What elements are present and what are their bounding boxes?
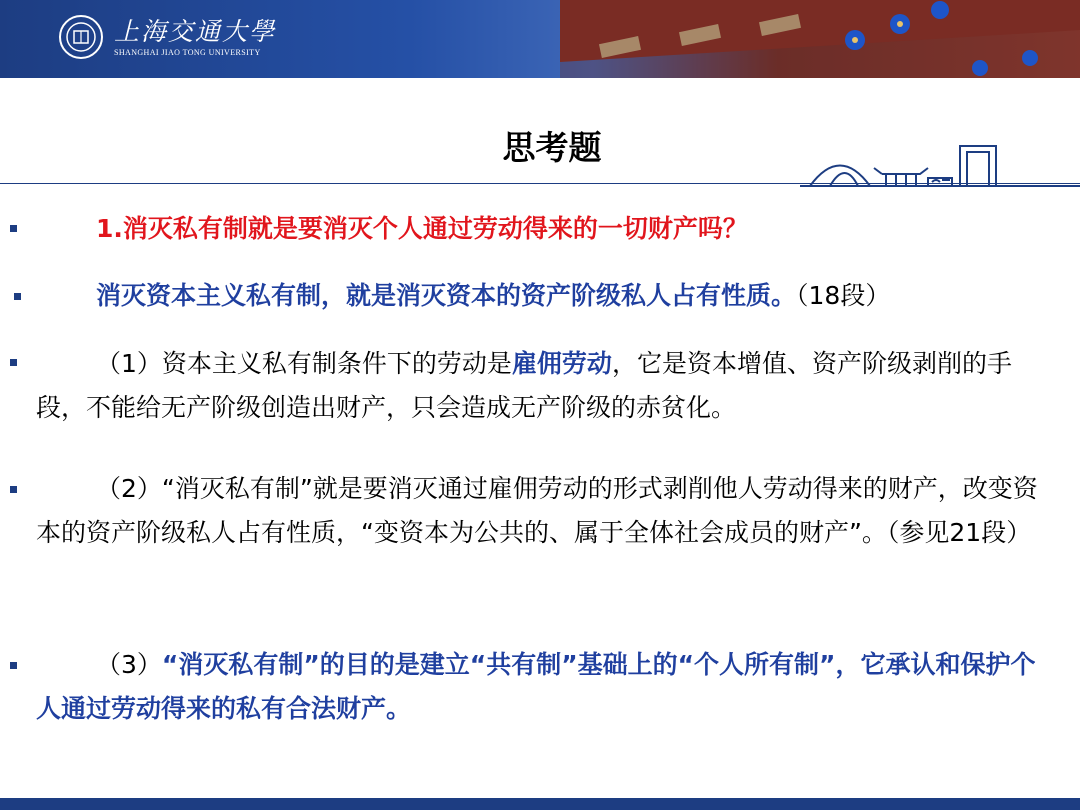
logo-english-name: SHANGHAI JIAO TONG UNIVERSITY: [114, 47, 261, 57]
bullet-square-icon: [10, 662, 17, 669]
footer-band: [0, 798, 1080, 810]
question-1: [36, 207, 1046, 251]
header-banner: [0, 0, 1080, 78]
bullet-square-icon: [10, 225, 17, 232]
answer-summary-ref: （18段）: [796, 281, 891, 310]
roof-eaves-decoration: [560, 0, 1080, 78]
bullet-square-icon: [14, 293, 21, 300]
campus-landmark-icon: [800, 140, 1080, 188]
point-1-text-b: ，它是资本增值、资产阶级剥削的手段，不能给无产阶级创造出财产，只会造成无产阶级的赤贫化。: [36, 349, 1012, 422]
bullet-square-icon: [10, 486, 17, 493]
university-logo: [58, 14, 276, 60]
point-3: [36, 643, 1056, 731]
answer-summary-bold: 消灭资本主义私有制，就是消灭资本的资产阶级私人占有性质。: [96, 281, 797, 310]
point-2: [36, 467, 1046, 555]
bullet-square-icon: [10, 359, 17, 366]
point-2-text: （2）“消灭私有制”就是要消灭通过雇佣劳动的形式剥削他人劳动得来的财产，改变资本的资产阶级私人占有性质，“变资本为公共的、属于全体社会成员的财产”。（参见21段）: [36, 474, 1038, 547]
university-seal-icon: [58, 14, 104, 60]
point-1-bold: 雇佣劳动: [511, 349, 612, 378]
slide-title: 思考题: [502, 128, 602, 167]
answer-summary: [36, 274, 1060, 318]
point-1-text-a: （1）资本主义私有制条件下的劳动是: [96, 349, 512, 378]
question-text: 1.消灭私有制就是要消灭个人通过劳动得来的一切财产吗？: [96, 214, 748, 243]
point-3-text-a: （3）: [96, 650, 162, 679]
point-1: [36, 342, 1046, 430]
point-3-bold: “消灭私有制”的目的是建立“共有制”基础上的“个人所有制”，它承认和保护个人通过劳动得来的私有合法财产。: [36, 650, 1036, 723]
logo-chinese-name: 上海交通大學: [114, 16, 277, 46]
title-divider: [0, 183, 1080, 184]
